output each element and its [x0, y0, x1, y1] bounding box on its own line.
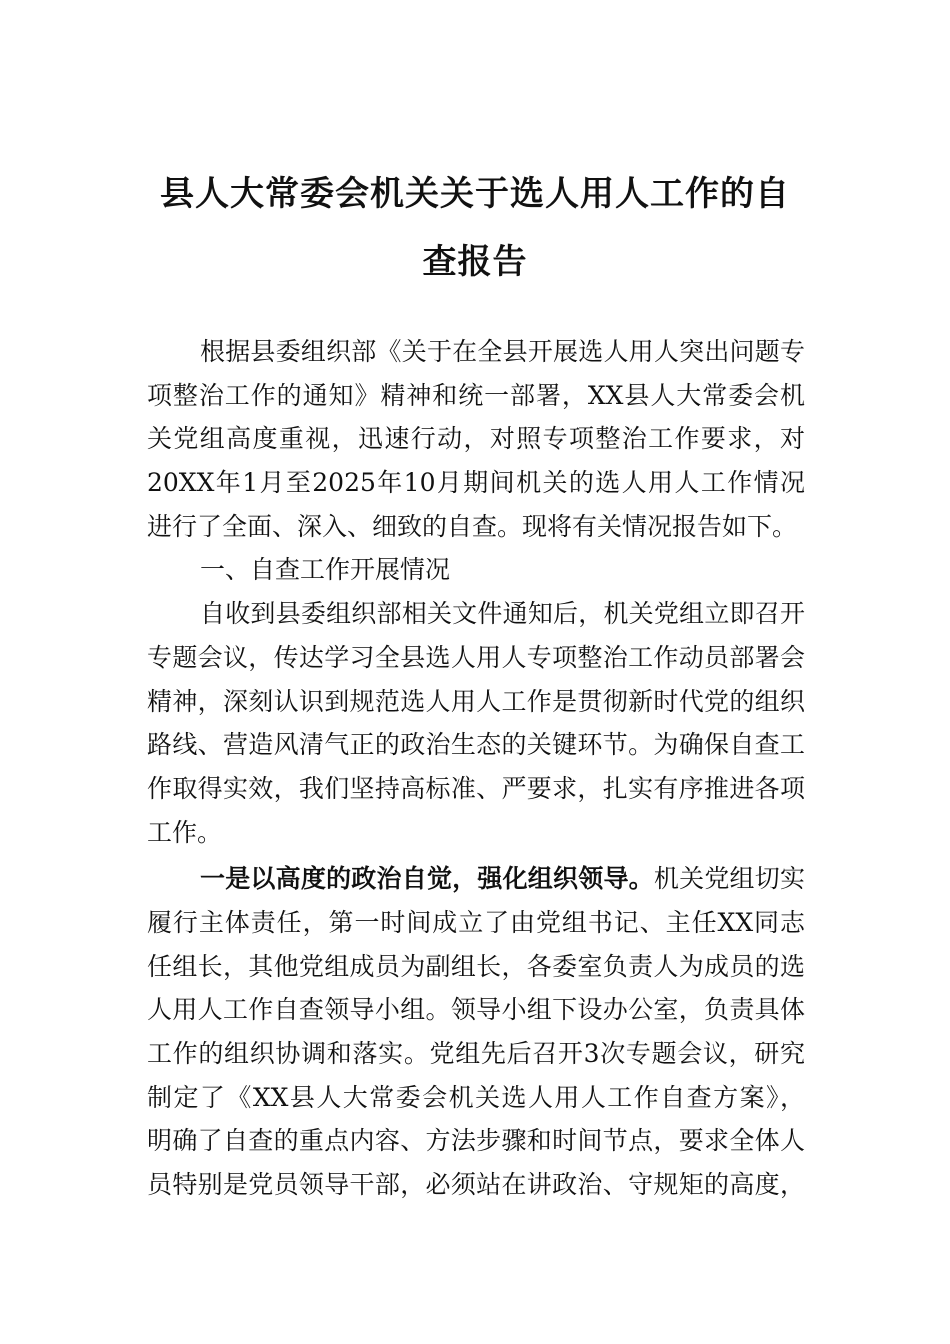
paragraph: [147, 857, 805, 1207]
text-line: 人用人工作自查领导小组。领导小组下设办公室，负责具体: [147, 995, 805, 1025]
text-line: 任组长，其他党组成员为副组长，各委室负责人为成员的选: [147, 951, 805, 981]
section-heading: [147, 548, 805, 592]
text-line: 根据县委组织部《关于在全县开展选人用人突出问题专: [200, 337, 805, 366]
text-line: 制定了《XX县人大常委会机关选人用人工作自查方案》，: [147, 1082, 805, 1112]
text-line: 专题会议，传达学习全县选人用人专项整治工作动员部署会: [147, 642, 805, 672]
text-line: 作取得实效，我们坚持高标准、严要求，扎实有序推进各项: [147, 773, 805, 803]
title-line: 县人大常委会机关关于选人用人工作的自: [160, 174, 790, 214]
text-line: 路线、营造风清气正的政治生态的关键环节。为确保自查工: [147, 730, 805, 760]
document-body: [147, 330, 805, 1207]
paragraph: [147, 592, 805, 854]
title-line: 查报告: [422, 242, 528, 282]
paragraph: [147, 330, 805, 548]
text-line: 20XX年1月至2025年10月期间机关的选人用人工作情况: [147, 468, 805, 498]
text-line: 项整治工作的通知》精神和统一部署，XX县人大常委会机: [147, 380, 805, 410]
text-line: 自收到县委组织部相关文件通知后，机关党组立即召开: [200, 599, 805, 629]
text-line: 工作。: [147, 817, 223, 847]
line-text: 机关党组切实: [653, 864, 805, 894]
text-line: 员特别是党员领导干部，必须站在讲政治、守规矩的高度，: [147, 1170, 805, 1200]
text-line: 工作的组织协调和落实。党组先后召开3次专题会议，研究: [147, 1039, 805, 1068]
text-line: 一、自查工作开展情况: [200, 555, 451, 585]
text-line: [147, 857, 805, 901]
text-line: 精神，深刻认识到规范选人用人工作是贯彻新时代党的组织: [147, 686, 805, 716]
text-line: 关党组高度重视，迅速行动，对照专项整治工作要求，对: [147, 424, 805, 454]
text-line: 进行了全面、深入、细致的自查。现将有关情况报告如下。: [147, 511, 798, 541]
text-line: 明确了自查的重点内容、方法步骤和时间节点，要求全体人: [147, 1126, 805, 1156]
text-line: 履行主体责任，第一时间成立了由党组书记、主任XX同志: [147, 907, 805, 937]
bold-lead: 一是以高度的政治自觉，强化组织领导。: [200, 864, 654, 894]
document-title: [150, 160, 800, 296]
